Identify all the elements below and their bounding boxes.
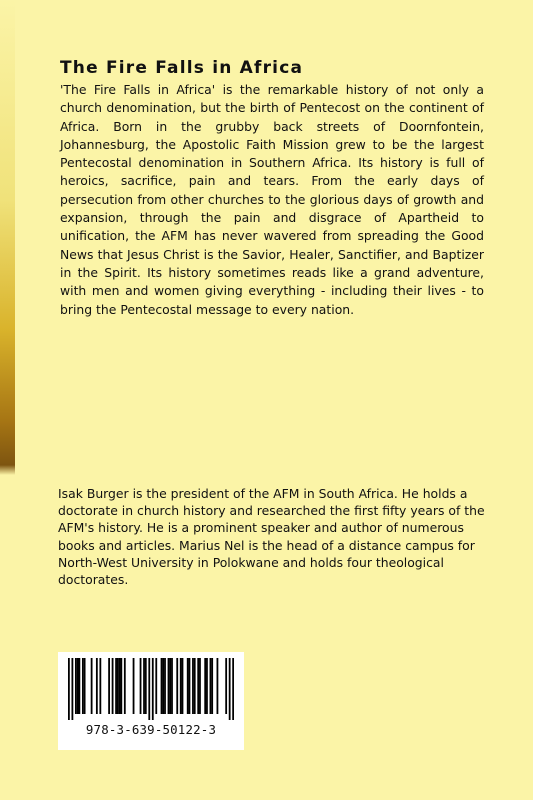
barcode-bar (78, 658, 80, 714)
barcode-bar (68, 658, 70, 720)
barcode-bar (164, 658, 166, 714)
barcode-bar (119, 658, 121, 714)
barcode-bar (120, 658, 122, 714)
isbn-number: 978-3-639-50122-3 (85, 722, 217, 737)
barcode-bar (152, 658, 154, 720)
barcode-bar (199, 658, 201, 714)
book-blurb: 'The Fire Falls in Africa' is the remarkable history of not only a church denomination, but the birth of Pentecost on the continent of Africa. Born in the grubby back streets of Doornfontein, Johannesburg, the Apostolic Faith Mission grew to be the largest Pentecostal denomination in Southern Africa. Its history is full of heroics, sacrifice, pain and tears. From the early days of persecution from other churches to the glorious days of growth and expansion, through the pain and disgrace of Apartheid to unification, the AFM has never wavered from spreading the Good News that Jesus Christ is the Savior, Healer, Sanctifier, and Baptizer in the Spirit. Its history sometimes reads like a grand adventure, with men and women giving everything - including their lives - to bring the Pentecostal message to every nation. (60, 82, 484, 317)
barcode-bar (75, 658, 77, 714)
barcode-bar (84, 658, 86, 714)
barcode-bar (108, 658, 110, 714)
spine-strip (0, 0, 15, 800)
barcode-bar (82, 658, 84, 714)
barcode-bar (192, 658, 194, 714)
barcode-bar (210, 658, 212, 714)
barcode-bar (96, 658, 98, 714)
barcode-bar (187, 658, 189, 714)
barcode-bar (115, 658, 117, 714)
barcode-bar (217, 658, 219, 714)
barcode-bar (145, 658, 147, 714)
barcode-bar (176, 658, 178, 714)
barcode-bar (99, 658, 101, 714)
book-title: The Fire Falls in Africa (60, 58, 304, 78)
barcode-bar (91, 658, 93, 714)
barcode-bar (148, 658, 150, 720)
barcode-bar (124, 658, 126, 714)
barcode-bar (232, 658, 234, 720)
barcode-bar (133, 658, 135, 714)
barcode-bar (206, 658, 208, 714)
barcode-bar (211, 658, 213, 714)
barcode-bar (197, 658, 199, 714)
barcode-bar (161, 658, 163, 714)
barcode-bar (143, 658, 145, 714)
barcode-bar (168, 658, 170, 714)
barcode-bar (77, 658, 79, 714)
barcode-bar (194, 658, 196, 714)
barcode-bar (171, 658, 173, 714)
barcode-panel (58, 652, 244, 750)
barcode-bar (204, 658, 206, 714)
barcode-bar (180, 658, 182, 714)
barcode-bar (155, 658, 157, 714)
barcode-bar (162, 658, 164, 714)
barcode-bar (117, 658, 119, 714)
barcode-bar (182, 658, 184, 714)
barcode-bar (189, 658, 191, 714)
barcode-bar (225, 658, 227, 714)
author-bio: Isak Burger is the president of the AFM in South Africa. He holds a doctorate in church history and researched the first fifty years of the AFM's history. He is a prominent speaker and author of numerous books and articles. Marius Nel is the head of a distance campus for North-West University in Polokwane and holds four theological doctorates. (58, 486, 485, 588)
barcode-bar (169, 658, 171, 714)
barcode-bar (112, 658, 114, 714)
barcode-bar (71, 658, 73, 720)
barcode-bar (229, 658, 231, 720)
barcode-bar (140, 658, 142, 714)
barcode-image (68, 658, 234, 720)
